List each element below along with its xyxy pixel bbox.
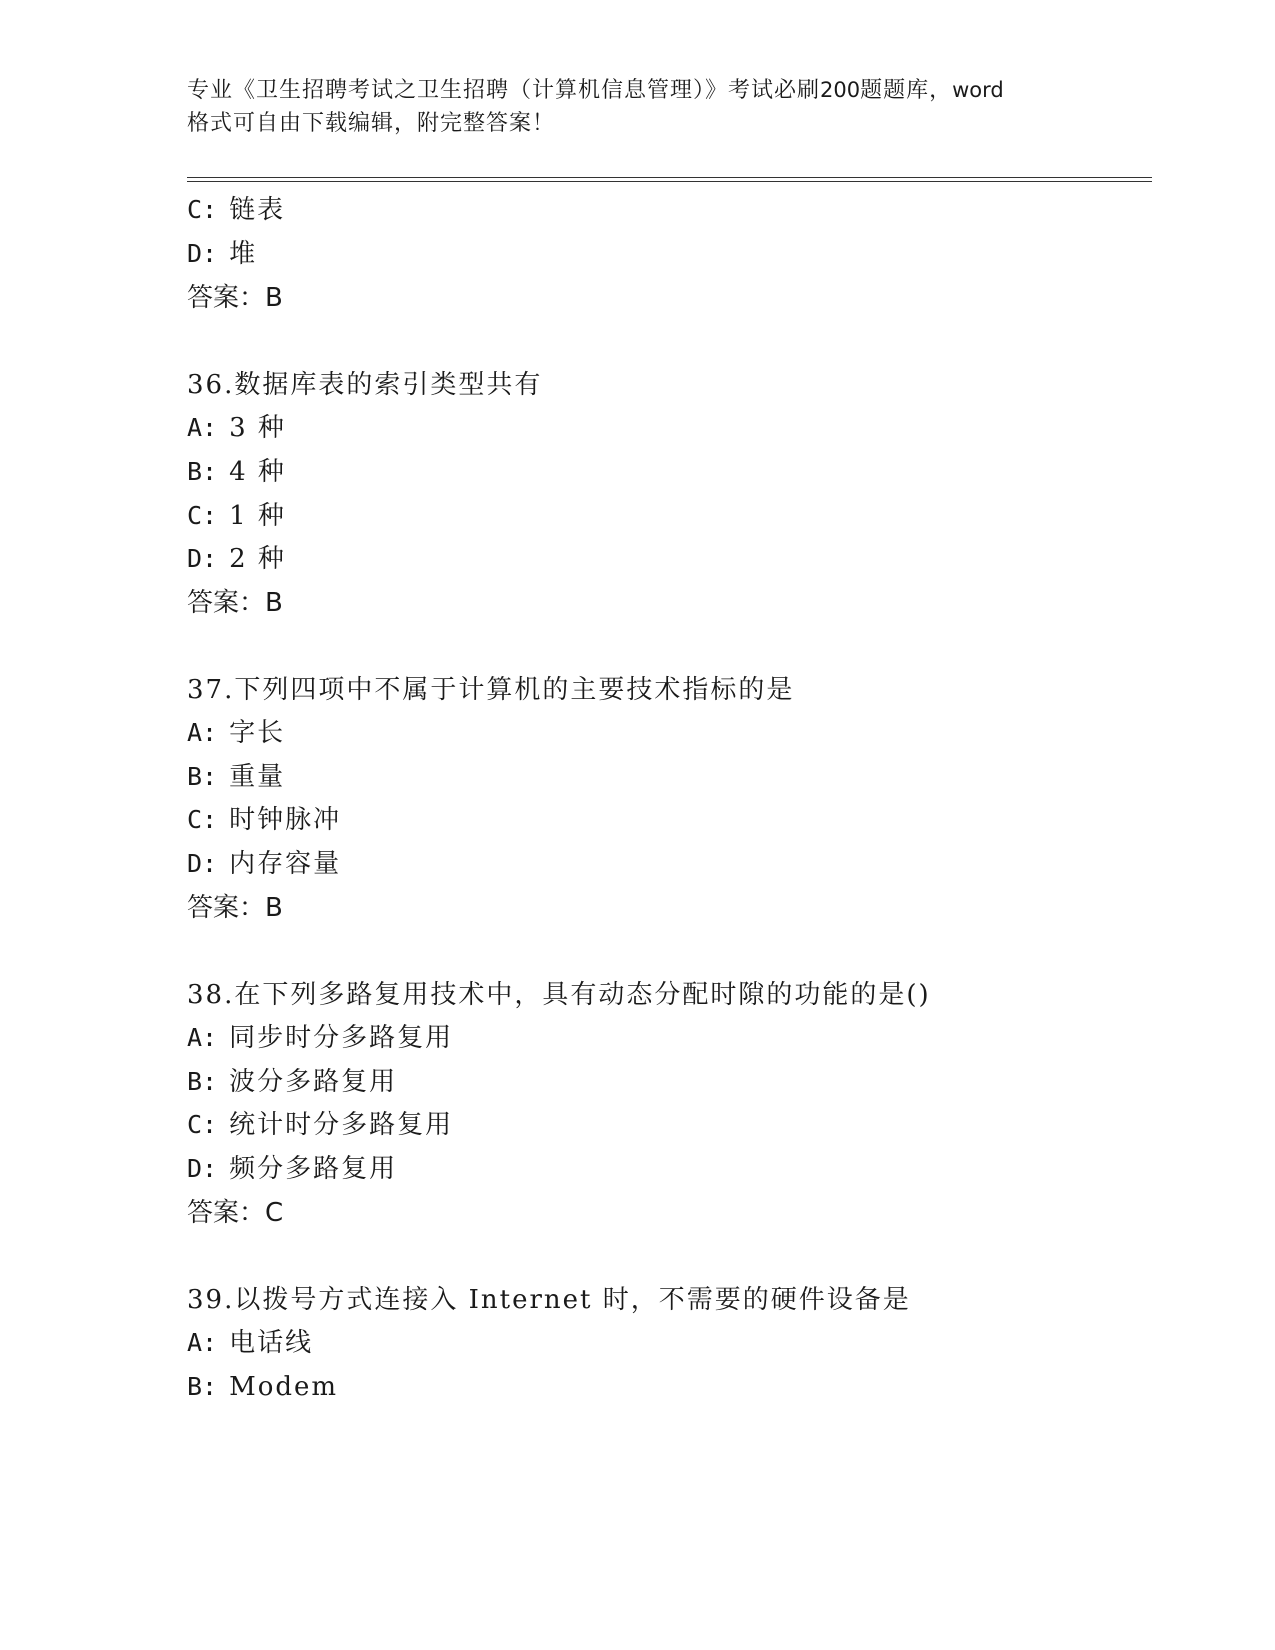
option-label: C: (187, 1110, 218, 1139)
option-text: 链表 (229, 195, 286, 225)
header-count: 200 (820, 78, 861, 102)
option-label: A: (187, 718, 218, 747)
option-label: B: (187, 1067, 218, 1096)
option-text: 重量 (229, 762, 286, 792)
option-line (187, 237, 257, 271)
answer-line: 答案：B (187, 893, 283, 923)
header-word: word (952, 78, 1004, 102)
option-text: 堆 (229, 239, 258, 269)
option-text: 1 种 (229, 501, 286, 531)
option-label: B: (187, 1372, 218, 1401)
option-text: 3 种 (229, 413, 286, 443)
option-label: D: (187, 849, 218, 878)
option-text: 4 种 (229, 457, 286, 487)
option-text: 内存容量 (229, 849, 342, 879)
question-stem: 39.以拨号方式连接入 Internet 时，不需要的硬件设备是 (187, 1285, 911, 1315)
option-line (187, 542, 286, 576)
option-text: 字长 (229, 718, 286, 748)
option-line (187, 1021, 453, 1055)
option-label: A: (187, 1023, 218, 1052)
option-line (187, 499, 286, 533)
option-line (187, 411, 286, 445)
option-line (187, 1370, 338, 1404)
option-label: A: (187, 1328, 218, 1357)
option-text: 时钟脉冲 (229, 805, 342, 835)
option-text: 统计时分多路复用 (229, 1110, 454, 1140)
option-line (187, 760, 285, 794)
option-label: B: (187, 457, 218, 486)
answer-line: 答案：B (187, 588, 283, 618)
option-line (187, 847, 341, 881)
option-text: 波分多路复用 (229, 1067, 398, 1097)
option-label: A: (187, 413, 218, 442)
option-label: B: (187, 762, 218, 791)
option-line (187, 1326, 313, 1360)
option-text: 同步时分多路复用 (229, 1023, 454, 1053)
option-line (187, 455, 286, 489)
header-title-part1: 专业《卫生招聘考试之卫生招聘（计算机信息管理）》考试必刷 (187, 78, 821, 103)
option-text: 2 种 (229, 544, 286, 574)
header-line-2: 格式可自由下载编辑，附完整答案！ (187, 111, 556, 136)
answer-line: 答案：C (187, 1198, 284, 1228)
option-label: C: (187, 805, 218, 834)
option-text: 电话线 (229, 1328, 314, 1358)
option-text: 频分多路复用 (229, 1154, 398, 1184)
document-header (187, 74, 1087, 140)
question-stem: 36.数据库表的索引类型共有 (187, 370, 543, 400)
option-line (187, 803, 341, 837)
question-stem: 38.在下列多路复用技术中，具有动态分配时隙的功能的是() (187, 980, 931, 1010)
option-label: C: (187, 501, 218, 530)
option-line (187, 193, 285, 227)
answer-line: 答案：B (187, 283, 283, 313)
option-line (187, 716, 285, 750)
option-label: D: (187, 1154, 218, 1183)
option-line (187, 1108, 453, 1142)
header-title-part2: 题题库， (860, 78, 953, 103)
option-label: C: (187, 195, 218, 224)
question-stem: 37.下列四项中不属于计算机的主要技术指标的是 (187, 675, 795, 705)
option-line (187, 1152, 397, 1186)
option-label: D: (187, 544, 218, 573)
header-line-1 (187, 74, 1087, 107)
option-label: D: (187, 239, 218, 268)
header-divider-bottom (187, 181, 1152, 182)
header-divider-top (187, 177, 1152, 178)
option-line (187, 1065, 397, 1099)
option-text: Modem (229, 1372, 339, 1402)
